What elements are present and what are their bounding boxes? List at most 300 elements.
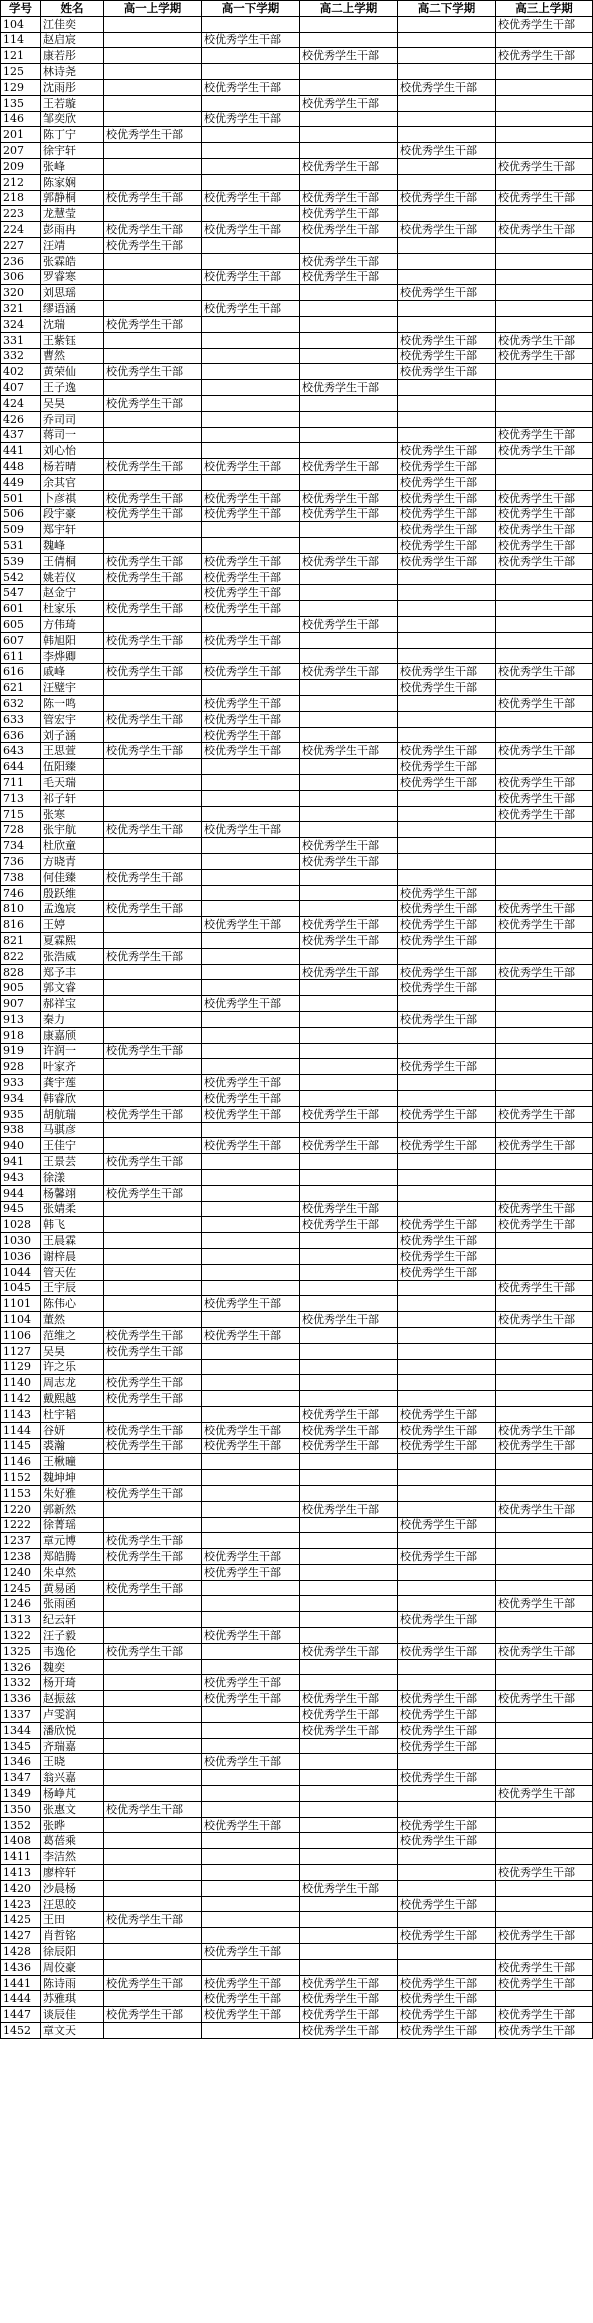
g2-term1-cell: [300, 1485, 398, 1501]
table-row: [1, 1786, 593, 1802]
g1-term1-cell: 校优秀学生干部: [104, 869, 202, 885]
table-row: [1, 79, 593, 95]
g2-term1-cell: [300, 648, 398, 664]
table-row: [1, 1628, 593, 1644]
g1-term1-cell: [104, 1880, 202, 1896]
student-name-cell: 谷妍: [41, 1422, 104, 1438]
table-row: [1, 443, 593, 459]
g3-term1-cell: [496, 301, 593, 317]
g3-term1-cell: [496, 1991, 593, 2007]
table-row: [1, 1517, 593, 1533]
table-row: [1, 775, 593, 791]
g3-term1-cell: [496, 680, 593, 696]
g1-term2-cell: [202, 1928, 300, 1944]
g2-term2-cell: [398, 1359, 496, 1375]
g2-term2-cell: [398, 1580, 496, 1596]
g2-term1-cell: [300, 1154, 398, 1170]
header-student-id: 学号: [1, 1, 41, 17]
g3-term1-cell: [496, 79, 593, 95]
student-name-cell: 章文天: [41, 2023, 104, 2039]
g2-term2-cell: 校优秀学生干部: [398, 1770, 496, 1786]
g3-term1-cell: [496, 411, 593, 427]
g3-term1-cell: 校优秀学生干部: [496, 1422, 593, 1438]
g3-term1-cell: [496, 711, 593, 727]
g2-term1-cell: [300, 522, 398, 538]
student-name-cell: 王倩桐: [41, 553, 104, 569]
g2-term2-cell: [398, 380, 496, 396]
student-name-cell: 段宇豪: [41, 506, 104, 522]
g1-term1-cell: [104, 1770, 202, 1786]
g3-term1-cell: [496, 1564, 593, 1580]
table-row: [1, 1612, 593, 1628]
g2-term1-cell: [300, 538, 398, 554]
g2-term2-cell: [398, 1959, 496, 1975]
student-name-cell: 汪璧宇: [41, 680, 104, 696]
header-g1-term1: 高一上学期: [104, 1, 202, 17]
g2-term2-cell: [398, 64, 496, 80]
g2-term1-cell: [300, 775, 398, 791]
student-id-cell: 146: [1, 111, 41, 127]
g1-term1-cell: 校优秀学生干部: [104, 237, 202, 253]
student-id-cell: 320: [1, 285, 41, 301]
table-row: [1, 364, 593, 380]
g3-term1-cell: [496, 316, 593, 332]
table-row: [1, 1248, 593, 1264]
g2-term2-cell: [398, 206, 496, 222]
g2-term1-cell: [300, 996, 398, 1012]
table-row: [1, 585, 593, 601]
g3-term1-cell: [496, 1122, 593, 1138]
g2-term1-cell: [300, 237, 398, 253]
g1-term2-cell: [202, 1912, 300, 1928]
g3-term1-cell: [496, 1833, 593, 1849]
g3-term1-cell: 校优秀学生干部: [496, 16, 593, 32]
g1-term2-cell: 校优秀学生干部: [202, 1438, 300, 1454]
g1-term2-cell: [202, 1659, 300, 1675]
g1-term1-cell: [104, 522, 202, 538]
g1-term1-cell: 校优秀学生干部: [104, 190, 202, 206]
g1-term2-cell: [202, 127, 300, 143]
student-name-cell: 杨馨翊: [41, 1185, 104, 1201]
g1-term1-cell: [104, 759, 202, 775]
student-name-cell: 刘心怡: [41, 443, 104, 459]
g2-term1-cell: 校优秀学生干部: [300, 1217, 398, 1233]
student-id-cell: 1346: [1, 1754, 41, 1770]
student-name-cell: 夏霖熙: [41, 933, 104, 949]
g2-term1-cell: [300, 364, 398, 380]
student-name-cell: 王宇辰: [41, 1280, 104, 1296]
student-name-cell: 李烨卿: [41, 648, 104, 664]
g3-term1-cell: [496, 1233, 593, 1249]
student-id-cell: 1425: [1, 1912, 41, 1928]
g2-term2-cell: 校优秀学生干部: [398, 474, 496, 490]
student-name-cell: 王晨霖: [41, 1233, 104, 1249]
g3-term1-cell: 校优秀学生干部: [496, 158, 593, 174]
header-g3-term1: 高三上学期: [496, 1, 593, 17]
g2-term2-cell: [398, 1912, 496, 1928]
student-id-cell: 611: [1, 648, 41, 664]
g3-term1-cell: [496, 1880, 593, 1896]
table-row: [1, 1280, 593, 1296]
g2-term1-cell: [300, 948, 398, 964]
g3-term1-cell: [496, 1485, 593, 1501]
g1-term2-cell: [202, 285, 300, 301]
g3-term1-cell: [496, 996, 593, 1012]
g3-term1-cell: 校优秀学生干部: [496, 743, 593, 759]
student-name-cell: 卜彦祺: [41, 490, 104, 506]
g3-term1-cell: [496, 1090, 593, 1106]
g2-term1-cell: 校优秀学生干部: [300, 490, 398, 506]
g1-term2-cell: [202, 1643, 300, 1659]
student-id-cell: 828: [1, 964, 41, 980]
g2-term2-cell: 校优秀学生干部: [398, 1233, 496, 1249]
student-name-cell: 许之乐: [41, 1359, 104, 1375]
g2-term1-cell: 校优秀学生干部: [300, 1707, 398, 1723]
table-row: [1, 1233, 593, 1249]
table-row: [1, 253, 593, 269]
g3-term1-cell: [496, 1264, 593, 1280]
g1-term2-cell: 校优秀学生干部: [202, 269, 300, 285]
student-id-cell: 437: [1, 427, 41, 443]
g2-term1-cell: 校优秀学生干部: [300, 1422, 398, 1438]
g2-term1-cell: 校优秀学生干部: [300, 459, 398, 475]
g2-term1-cell: 校优秀学生干部: [300, 964, 398, 980]
g3-term1-cell: 校优秀学生干部: [496, 917, 593, 933]
g1-term1-cell: [104, 648, 202, 664]
table-row: [1, 1959, 593, 1975]
student-name-cell: 龚宇莲: [41, 1075, 104, 1091]
g2-term1-cell: [300, 1564, 398, 1580]
g2-term1-cell: [300, 1280, 398, 1296]
table-row: [1, 1865, 593, 1881]
student-id-cell: 1144: [1, 1422, 41, 1438]
g2-term2-cell: 校优秀学生干部: [398, 933, 496, 949]
student-id-cell: 1447: [1, 2007, 41, 2023]
g2-term1-cell: [300, 316, 398, 332]
g1-term1-cell: [104, 332, 202, 348]
g2-term1-cell: [300, 1327, 398, 1343]
student-id-cell: 821: [1, 933, 41, 949]
g2-term1-cell: [300, 16, 398, 32]
g1-term2-cell: [202, 806, 300, 822]
g1-term1-cell: [104, 1264, 202, 1280]
student-name-cell: 郭新然: [41, 1501, 104, 1517]
g1-term1-cell: [104, 838, 202, 854]
g2-term1-cell: [300, 1770, 398, 1786]
student-id-cell: 125: [1, 64, 41, 80]
g2-term1-cell: [300, 32, 398, 48]
g1-term2-cell: [202, 854, 300, 870]
g2-term2-cell: [398, 127, 496, 143]
g2-term2-cell: [398, 111, 496, 127]
g2-term2-cell: [398, 1391, 496, 1407]
table-row: [1, 1801, 593, 1817]
table-row: [1, 1438, 593, 1454]
g1-term2-cell: [202, 1959, 300, 1975]
g1-term1-cell: [104, 964, 202, 980]
student-name-cell: 章元博: [41, 1533, 104, 1549]
table-row: [1, 1359, 593, 1375]
g2-term2-cell: 校优秀学生干部: [398, 222, 496, 238]
student-name-cell: 王田: [41, 1912, 104, 1928]
g3-term1-cell: [496, 1817, 593, 1833]
g2-term2-cell: [398, 1201, 496, 1217]
g2-term1-cell: [300, 1896, 398, 1912]
g2-term1-cell: 校优秀学生干部: [300, 1991, 398, 2007]
g3-term1-cell: 校优秀学生干部: [496, 1691, 593, 1707]
g1-term1-cell: [104, 48, 202, 64]
table-row: [1, 1817, 593, 1833]
table-row: [1, 1090, 593, 1106]
student-id-cell: 1045: [1, 1280, 41, 1296]
student-id-cell: 738: [1, 869, 41, 885]
student-id-cell: 607: [1, 632, 41, 648]
g2-term2-cell: [398, 1880, 496, 1896]
student-id-cell: 223: [1, 206, 41, 222]
student-name-cell: 张寒: [41, 806, 104, 822]
student-id-cell: 1336: [1, 1691, 41, 1707]
student-name-cell: 康若彤: [41, 48, 104, 64]
student-id-cell: 643: [1, 743, 41, 759]
table-row: [1, 1422, 593, 1438]
g3-term1-cell: [496, 143, 593, 159]
g2-term2-cell: [398, 1327, 496, 1343]
student-name-cell: 汪思皎: [41, 1896, 104, 1912]
g2-term2-cell: 校优秀学生干部: [398, 1549, 496, 1565]
g1-term2-cell: 校优秀学生干部: [202, 1817, 300, 1833]
student-id-cell: 736: [1, 854, 41, 870]
g2-term1-cell: [300, 680, 398, 696]
g3-term1-cell: [496, 1912, 593, 1928]
g3-term1-cell: [496, 980, 593, 996]
g1-term1-cell: [104, 727, 202, 743]
g2-term2-cell: [398, 1185, 496, 1201]
table-row: [1, 1975, 593, 1991]
g2-term1-cell: 校优秀学生干部: [300, 1691, 398, 1707]
table-row: [1, 917, 593, 933]
g2-term2-cell: [398, 1090, 496, 1106]
g1-term1-cell: 校优秀学生干部: [104, 395, 202, 411]
table-row: [1, 1549, 593, 1565]
g2-term2-cell: 校优秀学生干部: [398, 775, 496, 791]
g3-term1-cell: [496, 869, 593, 885]
g1-term1-cell: [104, 443, 202, 459]
student-id-cell: 1222: [1, 1517, 41, 1533]
g1-term1-cell: 校优秀学生干部: [104, 1643, 202, 1659]
g2-term2-cell: [398, 854, 496, 870]
student-name-cell: 赵启宸: [41, 32, 104, 48]
g2-term1-cell: [300, 127, 398, 143]
g1-term2-cell: [202, 1280, 300, 1296]
g1-term2-cell: 校优秀学生干部: [202, 1106, 300, 1122]
g1-term2-cell: [202, 1122, 300, 1138]
g1-term1-cell: [104, 1501, 202, 1517]
g2-term2-cell: 校优秀学生干部: [398, 1707, 496, 1723]
g1-term2-cell: 校优秀学生干部: [202, 711, 300, 727]
g2-term2-cell: 校优秀学生干部: [398, 79, 496, 95]
g2-term2-cell: [398, 411, 496, 427]
g2-term2-cell: [398, 1027, 496, 1043]
student-name-cell: 姚若仪: [41, 569, 104, 585]
student-name-cell: 郭文睿: [41, 980, 104, 996]
g2-term1-cell: 校优秀学生干部: [300, 664, 398, 680]
g2-term1-cell: [300, 1517, 398, 1533]
g2-term2-cell: [398, 696, 496, 712]
table-row: [1, 1138, 593, 1154]
student-name-cell: 罗睿寒: [41, 269, 104, 285]
table-row: [1, 380, 593, 396]
g3-term1-cell: 校优秀学生干部: [496, 427, 593, 443]
g2-term1-cell: 校优秀学生干部: [300, 222, 398, 238]
student-name-cell: 汪子毅: [41, 1628, 104, 1644]
student-id-cell: 1337: [1, 1707, 41, 1723]
table-row: [1, 569, 593, 585]
table-row: [1, 127, 593, 143]
g1-term2-cell: 校优秀学生干部: [202, 490, 300, 506]
g1-term1-cell: [104, 411, 202, 427]
student-name-cell: 徐宇轩: [41, 143, 104, 159]
table-row: [1, 1312, 593, 1328]
g1-term2-cell: [202, 885, 300, 901]
student-id-cell: 1127: [1, 1343, 41, 1359]
student-id-cell: 1044: [1, 1264, 41, 1280]
student-name-cell: 吴昊: [41, 1343, 104, 1359]
g2-term1-cell: [300, 1264, 398, 1280]
g1-term2-cell: [202, 1896, 300, 1912]
g1-term1-cell: [104, 1406, 202, 1422]
g1-term2-cell: [202, 1738, 300, 1754]
g1-term2-cell: 校优秀学生干部: [202, 1422, 300, 1438]
student-id-cell: 810: [1, 901, 41, 917]
student-id-cell: 509: [1, 522, 41, 538]
g1-term1-cell: 校优秀学生干部: [104, 490, 202, 506]
student-id-cell: 1436: [1, 1959, 41, 1975]
student-name-cell: 纪云轩: [41, 1612, 104, 1628]
g2-term2-cell: [398, 174, 496, 190]
g2-term1-cell: [300, 1059, 398, 1075]
g2-term2-cell: 校优秀学生干部: [398, 1248, 496, 1264]
student-id-cell: 1245: [1, 1580, 41, 1596]
g1-term2-cell: 校优秀学生干部: [202, 1138, 300, 1154]
g2-term2-cell: [398, 427, 496, 443]
student-id-cell: 601: [1, 601, 41, 617]
student-id-cell: 940: [1, 1138, 41, 1154]
g1-term1-cell: [104, 1280, 202, 1296]
g2-term1-cell: [300, 1959, 398, 1975]
student-name-cell: 祁子轩: [41, 790, 104, 806]
g2-term1-cell: [300, 696, 398, 712]
table-row: [1, 348, 593, 364]
g3-term1-cell: [496, 127, 593, 143]
g2-term2-cell: 校优秀学生干部: [398, 1722, 496, 1738]
student-id-cell: 1142: [1, 1391, 41, 1407]
g2-term2-cell: 校优秀学生干部: [398, 680, 496, 696]
table-row: [1, 1880, 593, 1896]
table-row: [1, 301, 593, 317]
student-name-cell: 伍阳臻: [41, 759, 104, 775]
g3-term1-cell: [496, 1185, 593, 1201]
g1-term1-cell: [104, 996, 202, 1012]
table-row: [1, 980, 593, 996]
g2-term1-cell: [300, 395, 398, 411]
table-row: [1, 538, 593, 554]
g1-term1-cell: [104, 775, 202, 791]
g2-term2-cell: 校优秀学生干部: [398, 506, 496, 522]
g2-term1-cell: 校优秀学生干部: [300, 253, 398, 269]
table-row: [1, 854, 593, 870]
g1-term2-cell: 校优秀学生干部: [202, 664, 300, 680]
g2-term2-cell: 校优秀学生干部: [398, 1012, 496, 1028]
g1-term1-cell: [104, 2023, 202, 2039]
student-id-cell: 713: [1, 790, 41, 806]
student-name-cell: 韩睿欣: [41, 1090, 104, 1106]
g2-term2-cell: 校优秀学生干部: [398, 759, 496, 775]
g2-term1-cell: 校优秀学生干部: [300, 1201, 398, 1217]
g2-term1-cell: 校优秀学生干部: [300, 380, 398, 396]
student-id-cell: 711: [1, 775, 41, 791]
student-id-cell: 1145: [1, 1438, 41, 1454]
g3-term1-cell: 校优秀学生干部: [496, 901, 593, 917]
header-g2-term1: 高二上学期: [300, 1, 398, 17]
g1-term2-cell: [202, 1770, 300, 1786]
g3-term1-cell: 校优秀学生干部: [496, 964, 593, 980]
g1-term1-cell: 校优秀学生干部: [104, 1422, 202, 1438]
student-name-cell: 康嘉颀: [41, 1027, 104, 1043]
student-id-cell: 605: [1, 617, 41, 633]
table-row: [1, 206, 593, 222]
g2-term2-cell: 校优秀学生干部: [398, 1817, 496, 1833]
g1-term1-cell: [104, 1928, 202, 1944]
g3-term1-cell: 校优秀学生干部: [496, 664, 593, 680]
student-id-cell: 1408: [1, 1833, 41, 1849]
g1-term2-cell: [202, 1880, 300, 1896]
g2-term1-cell: [300, 143, 398, 159]
student-name-cell: 孟逸宸: [41, 901, 104, 917]
student-name-cell: 方晓青: [41, 854, 104, 870]
g1-term2-cell: [202, 901, 300, 917]
table-row: [1, 1201, 593, 1217]
g3-term1-cell: [496, 1375, 593, 1391]
g1-term1-cell: 校优秀学生干部: [104, 1438, 202, 1454]
g1-term2-cell: [202, 1485, 300, 1501]
g2-term2-cell: [398, 869, 496, 885]
g3-term1-cell: [496, 1659, 593, 1675]
g1-term1-cell: [104, 1296, 202, 1312]
student-id-cell: 1452: [1, 2023, 41, 2039]
student-name-cell: 齐瑞嘉: [41, 1738, 104, 1754]
table-row: [1, 285, 593, 301]
g2-term2-cell: [398, 1296, 496, 1312]
student-name-cell: 赵振兹: [41, 1691, 104, 1707]
g2-term1-cell: [300, 759, 398, 775]
g1-term2-cell: 校优秀学生干部: [202, 32, 300, 48]
g2-term1-cell: 校优秀学生干部: [300, 506, 398, 522]
g3-term1-cell: [496, 1738, 593, 1754]
g1-term1-cell: [104, 538, 202, 554]
g2-term1-cell: [300, 64, 398, 80]
g1-term2-cell: 校优秀学生干部: [202, 1944, 300, 1960]
student-name-cell: 张浩威: [41, 948, 104, 964]
g2-term2-cell: [398, 1564, 496, 1580]
g3-term1-cell: [496, 569, 593, 585]
g2-term1-cell: 校优秀学生干部: [300, 617, 398, 633]
g2-term1-cell: [300, 1296, 398, 1312]
g3-term1-cell: [496, 759, 593, 775]
student-id-cell: 1220: [1, 1501, 41, 1517]
student-id-cell: 129: [1, 79, 41, 95]
g1-term1-cell: [104, 1691, 202, 1707]
student-id-cell: 1344: [1, 1722, 41, 1738]
